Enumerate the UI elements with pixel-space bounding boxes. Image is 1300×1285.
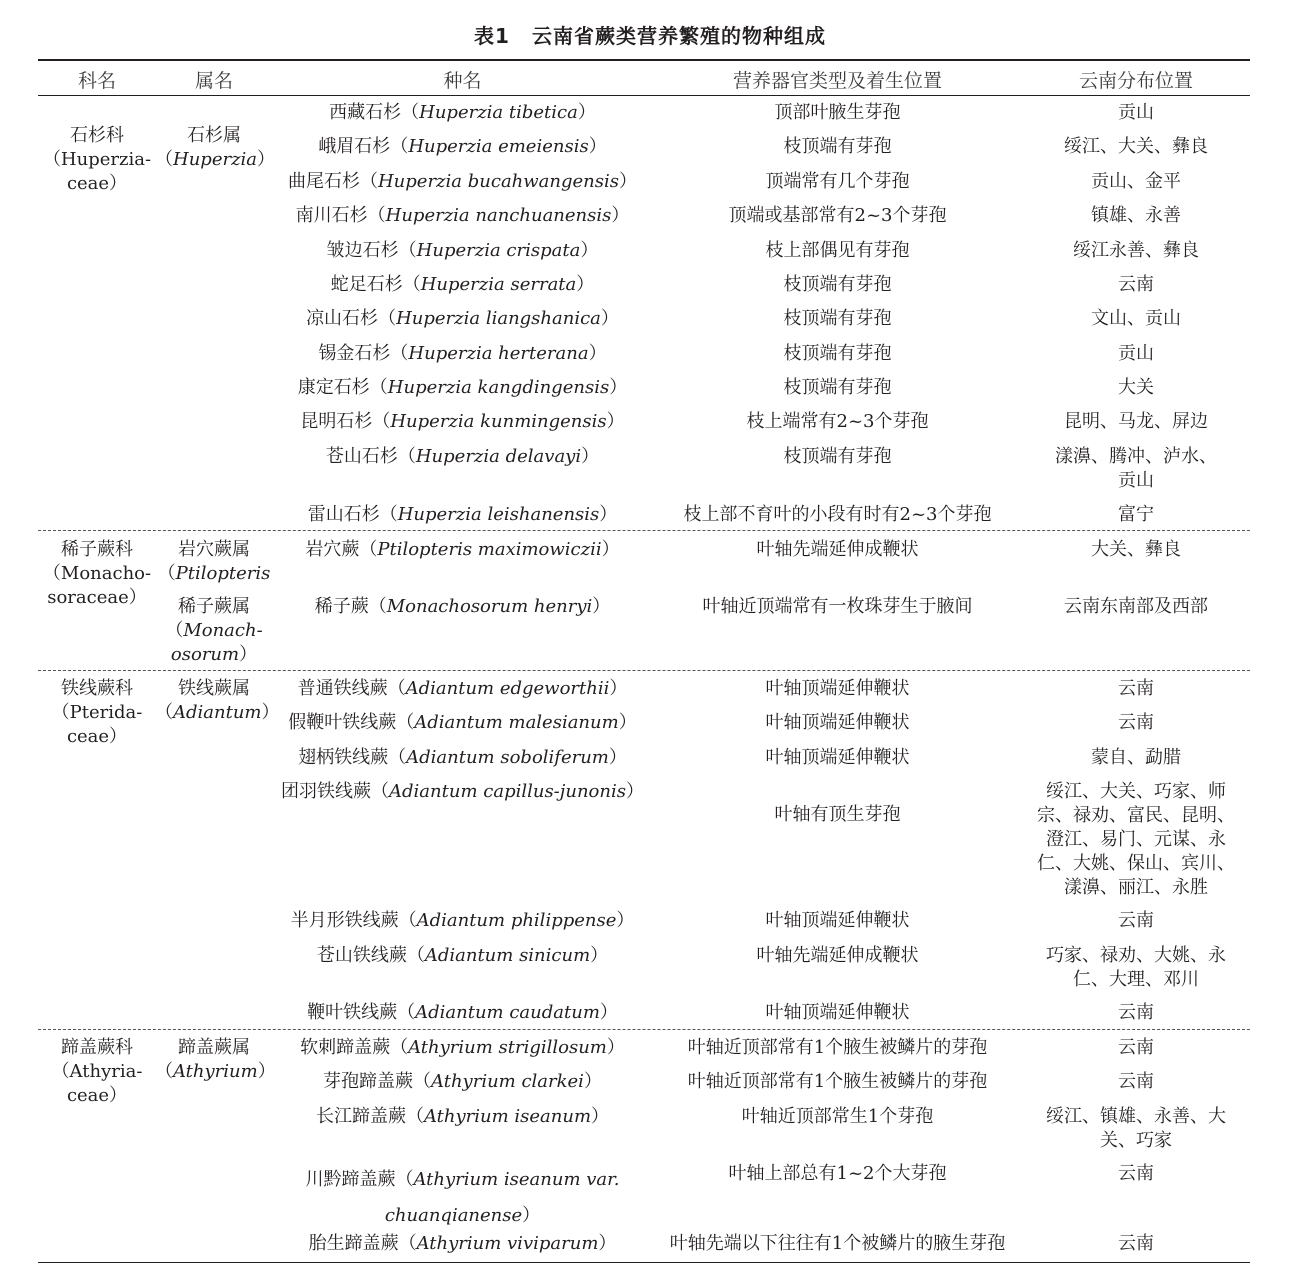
distribution-cell: 云南 <box>1118 1071 1154 1092</box>
genus-latin: （Athyrium） <box>155 1061 276 1082</box>
organ-cell: 枝上部偶见有芽孢 <box>765 240 910 261</box>
species-latin: Adiantum philippense <box>416 910 617 931</box>
species-name: 雷山石杉 <box>307 504 380 525</box>
species-latin: Huperzia delavayi <box>415 446 582 467</box>
family-name: 石杉科 <box>70 125 124 146</box>
species-cell: 南川石杉（Huperzia nanchuanensis） <box>295 205 630 226</box>
species-cell: 岩穴蕨（Ptilopteris maximowiczii） <box>305 539 620 560</box>
bottom-rule <box>38 1262 1250 1263</box>
genus-latin: osorum） <box>170 644 258 665</box>
species-name: 假鞭叶铁线蕨 <box>288 712 397 733</box>
distribution-cell: 蒙自、勐腊 <box>1091 747 1181 768</box>
family-latin: （Huperzia- <box>42 149 152 170</box>
species-name: 苍山石杉 <box>325 446 398 467</box>
organ-cell: 叶轴上部总有1~2个大芽孢 <box>728 1163 947 1184</box>
distribution-cell: 富宁 <box>1118 504 1154 525</box>
organ-cell: 枝顶端有芽孢 <box>783 274 892 295</box>
distribution-line: 宗、禄劝、富民、昆明、 <box>1037 805 1235 826</box>
organ-cell: 叶轴先端延伸成鞭状 <box>756 945 919 966</box>
organ-cell: 叶轴先端以下往往有1个被鳞片的腋生芽孢 <box>669 1233 1006 1254</box>
genus-cell <box>155 677 280 725</box>
distribution-cell <box>1020 1105 1252 1153</box>
genus-latin-text: Ptilopteris <box>175 563 271 584</box>
distribution-line: 仁、大姚、保山、宾川、 <box>1037 853 1235 874</box>
species-name: 苍山铁线蕨 <box>316 945 407 966</box>
species-name: 芽孢蹄盖蕨 <box>323 1071 414 1092</box>
organ-cell: 叶轴近顶部常有1个腋生被鳞片的芽孢 <box>687 1037 988 1058</box>
distribution-cell <box>1020 944 1252 992</box>
group-divider <box>38 1029 1250 1030</box>
distribution-cell: 云南 <box>1118 274 1154 295</box>
species-latin: Huperzia liangshanica <box>396 308 601 329</box>
distribution-cell: 云南 <box>1118 678 1154 699</box>
genus-cell <box>155 124 276 172</box>
species-latin: Adiantum edgeworthii <box>405 678 610 699</box>
genus-latin: （Monach- <box>165 620 263 641</box>
genus-latin: （Huperzia） <box>155 149 276 170</box>
species-name: 普通铁线蕨 <box>297 678 388 699</box>
distribution-line: 绥江、大关、巧家、师 <box>1046 781 1226 802</box>
organ-cell: 顶端或基部常有2~3个芽孢 <box>728 205 947 226</box>
species-cell: 西藏石杉（Huperzia tibetica） <box>329 102 596 123</box>
species-latin: Athyrium strigillosum <box>408 1037 607 1058</box>
organ-cell: 枝顶端有芽孢 <box>783 446 892 467</box>
species-cell: 翅柄铁线蕨（Adiantum soboliferum） <box>298 747 627 768</box>
organ-cell: 叶轴近顶端常有一枚珠芽生于腋间 <box>702 596 973 617</box>
species-name: 翅柄铁线蕨 <box>298 747 389 768</box>
family-name: 稀子蕨科 <box>61 539 133 560</box>
species-name: 凉山石杉 <box>306 308 379 329</box>
species-latin: Huperzia nanchuanensis <box>385 205 612 226</box>
header-species: 种名 <box>443 70 482 92</box>
genus-latin-text: Monach- <box>183 620 263 641</box>
distribution-cell: 文山、贡山 <box>1091 308 1181 329</box>
species-latin: Monachosorum henryi <box>386 596 593 617</box>
organ-cell: 叶轴近顶部常生1个芽孢 <box>741 1106 934 1127</box>
species-latin: Athyrium iseanum <box>423 1106 592 1127</box>
species-cell: 皱边石杉（Huperzia crispata） <box>326 240 599 261</box>
species-latin: Huperzia crispata <box>416 240 581 261</box>
organ-cell: 枝顶端有芽孢 <box>783 308 892 329</box>
species-name: 曲尾石杉 <box>287 171 360 192</box>
distribution-line: 漾濞、腾冲、泸水、 <box>1055 446 1217 467</box>
genus-latin-text: Athyrium <box>173 1061 258 1082</box>
distribution-cell: 云南 <box>1118 1163 1154 1184</box>
species-name: 半月形铁线蕨 <box>290 910 399 931</box>
genus-latin-text: osorum <box>170 644 240 665</box>
organ-cell: 枝顶端有芽孢 <box>783 136 892 157</box>
distribution-line: 澄江、易门、元谋、永 <box>1046 829 1226 850</box>
header-genus: 属名 <box>194 70 233 92</box>
distribution-cell: 贡山 <box>1118 102 1154 123</box>
species-latin: Huperzia bucahwangensis <box>377 171 619 192</box>
family-latin: ceae） <box>66 173 128 194</box>
family-name: 铁线蕨科 <box>61 678 133 699</box>
distribution-line: 巧家、禄劝、大姚、永 <box>1046 945 1226 966</box>
species-latin: Huperzia kunmingensis <box>390 411 607 432</box>
organ-cell: 叶轴有顶生芽孢 <box>774 804 901 825</box>
family-latin: （Pterida- <box>51 702 143 723</box>
species-cell: 半月形铁线蕨（Adiantum philippense） <box>290 910 635 931</box>
distribution-cell: 云南 <box>1118 1037 1154 1058</box>
species-cell: 芽孢蹄盖蕨（Athyrium clarkei） <box>323 1071 602 1092</box>
species-cell: 团羽铁线蕨（Adiantum capillus-junonis） <box>281 781 644 802</box>
family-cell <box>42 677 152 749</box>
distribution-cell: 云南 <box>1118 910 1154 931</box>
distribution-line: 仁、大理、邓川 <box>1073 969 1199 990</box>
species-latin: Adiantum sinicum <box>424 945 591 966</box>
species-cell: 康定石杉（Huperzia kangdingensis） <box>297 377 628 398</box>
organ-cell: 枝上端常有2~3个芽孢 <box>746 411 929 432</box>
organ-cell: 叶轴近顶部常有1个腋生被鳞片的芽孢 <box>687 1071 988 1092</box>
species-cell: 鞭叶铁线蕨（Adiantum caudatum） <box>307 1002 618 1023</box>
species-latin: Athyrium clarkei <box>431 1071 584 1092</box>
distribution-cell: 贡山、金平 <box>1091 171 1181 192</box>
species-latin: Huperzia serrata <box>420 274 577 295</box>
species-cell: 锡金石杉（Huperzia herterana） <box>318 343 607 364</box>
species-latin: Athyrium viviparum <box>416 1233 599 1254</box>
species-cell: 稀子蕨（Monachosorum henryi） <box>314 596 611 617</box>
species-latin: Ptilopteris maximowiczii <box>377 539 602 560</box>
family-latin: （Athyria- <box>51 1061 143 1082</box>
species-name: 胎生蹄盖蕨 <box>308 1233 399 1254</box>
species-cell: 雷山石杉（Huperzia leishanensis） <box>307 504 618 525</box>
table-number: 表1 <box>474 24 510 48</box>
distribution-cell: 云南 <box>1118 712 1154 733</box>
species-name: 西藏石杉 <box>329 102 402 123</box>
species-name: 皱边石杉 <box>326 240 399 261</box>
group-divider <box>38 530 1250 531</box>
species-cell: 川黔蹄盖蕨（Athyrium iseanum var. chuanqianense） <box>305 1169 620 1226</box>
organ-cell: 叶轴顶端延伸鞭状 <box>765 1002 910 1023</box>
family-cell <box>42 124 152 196</box>
organ-cell: 叶轴顶端延伸鞭状 <box>765 678 910 699</box>
genus-name: 石杉属 <box>187 125 241 146</box>
species-cell: 曲尾石杉（Huperzia bucahwangensis） <box>287 171 637 192</box>
species-name: 川黔蹄盖蕨 <box>305 1169 396 1190</box>
header-distribution: 云南分布位置 <box>1078 70 1193 92</box>
distribution-cell: 镇雄、永善 <box>1091 205 1181 226</box>
species-latin: Adiantum malesianum <box>414 712 619 733</box>
organ-cell: 枝上部不育叶的小段有时有2~3个芽孢 <box>683 504 992 525</box>
organ-cell: 枝顶端有芽孢 <box>783 343 892 364</box>
header-family: 科名 <box>77 70 116 92</box>
genus-cell <box>155 538 273 586</box>
genus-cell <box>155 595 273 667</box>
genus-name: 稀子蕨属 <box>178 596 250 617</box>
table-title <box>0 20 1300 49</box>
species-latin: Huperzia tibetica <box>419 102 578 123</box>
species-name: 鞭叶铁线蕨 <box>307 1002 398 1023</box>
species-name: 团羽铁线蕨 <box>281 781 372 802</box>
species-latin: Huperzia emeiensis <box>408 136 589 157</box>
family-latin: soraceae） <box>47 587 147 608</box>
species-cell: 苍山石杉（Huperzia delavayi） <box>325 446 600 467</box>
family-latin: （Monacho- <box>42 563 152 584</box>
distribution-cell: 绥江永善、彝良 <box>1073 240 1199 261</box>
species-latin: Adiantum soboliferum <box>406 747 609 768</box>
distribution-cell: 绥江、大关、彝良 <box>1064 136 1208 157</box>
species-name: 岩穴蕨 <box>305 539 360 560</box>
organ-cell: 叶轴顶端延伸鞭状 <box>765 712 910 733</box>
family-latin: ceae） <box>66 726 128 747</box>
distribution-cell: 云南 <box>1118 1002 1154 1023</box>
genus-latin-text: Adiantum <box>173 702 262 723</box>
distribution-line: 绥江、镇雄、永善、大 <box>1046 1106 1226 1127</box>
table-caption: 云南省蕨类营养繁殖的物种组成 <box>531 24 826 48</box>
species-name: 康定石杉 <box>297 377 370 398</box>
header-rule <box>38 95 1250 96</box>
species-name: 蛇足石杉 <box>330 274 403 295</box>
species-name: 长江蹄盖蕨 <box>315 1106 406 1127</box>
family-cell <box>42 1036 152 1108</box>
species-name: 昆明石杉 <box>300 411 373 432</box>
species-cell: 蛇足石杉（Huperzia serrata） <box>330 274 595 295</box>
distribution-cell: 大关 <box>1118 377 1154 398</box>
genus-name: 铁线蕨属 <box>178 678 250 699</box>
distribution-line: 贡山 <box>1118 470 1154 491</box>
organ-cell: 枝顶端有芽孢 <box>783 377 892 398</box>
distribution-cell <box>1020 780 1252 900</box>
organ-cell: 顶端常有几个芽孢 <box>765 171 910 192</box>
organ-cell: 顶部叶腋生芽孢 <box>774 102 901 123</box>
genus-name: 蹄盖蕨属 <box>178 1037 250 1058</box>
family-cell <box>42 538 152 610</box>
family-name: 蹄盖蕨科 <box>61 1037 133 1058</box>
genus-name: 岩穴蕨属 <box>178 539 250 560</box>
species-name: 峨眉石杉 <box>318 136 391 157</box>
species-latin: Adiantum capillus-junonis <box>389 781 626 802</box>
distribution-cell <box>1020 445 1252 493</box>
distribution-cell: 云南 <box>1118 1233 1154 1254</box>
species-latin: Adiantum caudatum <box>415 1002 600 1023</box>
distribution-cell: 贡山 <box>1118 343 1154 364</box>
species-latin: Huperzia kangdingensis <box>387 377 610 398</box>
species-latin: Huperzia leishanensis <box>397 504 600 525</box>
distribution-cell: 昆明、马龙、屏边 <box>1064 411 1208 432</box>
family-latin: ceae） <box>66 1085 128 1106</box>
distribution-cell: 云南东南部及西部 <box>1064 596 1208 617</box>
distribution-line: 漾濞、丽江、永胜 <box>1064 877 1208 898</box>
species-cell: 软刺蹄盖蕨（Athyrium strigillosum） <box>300 1037 625 1058</box>
species-name: 锡金石杉 <box>318 343 391 364</box>
genus-latin: （Ptilopteris <box>157 563 271 584</box>
species-cell: 胎生蹄盖蕨（Athyrium viviparum） <box>308 1233 617 1254</box>
header-organ: 营养器官类型及着生位置 <box>732 70 942 92</box>
species-latin: Athyrium iseanum var. <box>413 1169 620 1190</box>
species-name: 南川石杉 <box>295 205 368 226</box>
genus-latin: （Adiantum） <box>155 702 280 723</box>
species-cell: 昆明石杉（Huperzia kunmingensis） <box>300 411 625 432</box>
organ-cell: 叶轴顶端延伸鞭状 <box>765 910 910 931</box>
species-cell: 峨眉石杉（Huperzia emeiensis） <box>318 136 607 157</box>
organ-cell: 叶轴先端延伸成鞭状 <box>756 539 919 560</box>
top-rule <box>38 59 1250 61</box>
genus-cell <box>155 1036 276 1084</box>
organ-cell: 叶轴顶端延伸鞭状 <box>765 747 910 768</box>
species-cell: 长江蹄盖蕨（Athyrium iseanum） <box>315 1106 610 1127</box>
species-cell: 苍山铁线蕨（Adiantum sinicum） <box>316 945 609 966</box>
group-divider <box>38 670 1250 671</box>
species-cell: 普通铁线蕨（Adiantum edgeworthii） <box>297 678 628 699</box>
distribution-line: 关、巧家 <box>1100 1130 1172 1151</box>
species-cell: 假鞭叶铁线蕨（Adiantum malesianum） <box>288 712 637 733</box>
species-cell: 凉山石杉（Huperzia liangshanica） <box>306 308 619 329</box>
distribution-cell: 大关、彝良 <box>1091 539 1181 560</box>
genus-latin-text: Huperzia <box>173 149 258 170</box>
species-name: 稀子蕨 <box>314 596 369 617</box>
species-name: 软刺蹄盖蕨 <box>300 1037 391 1058</box>
species-latin: Huperzia herterana <box>408 343 589 364</box>
species-latin: chuanqianense <box>384 1205 523 1226</box>
